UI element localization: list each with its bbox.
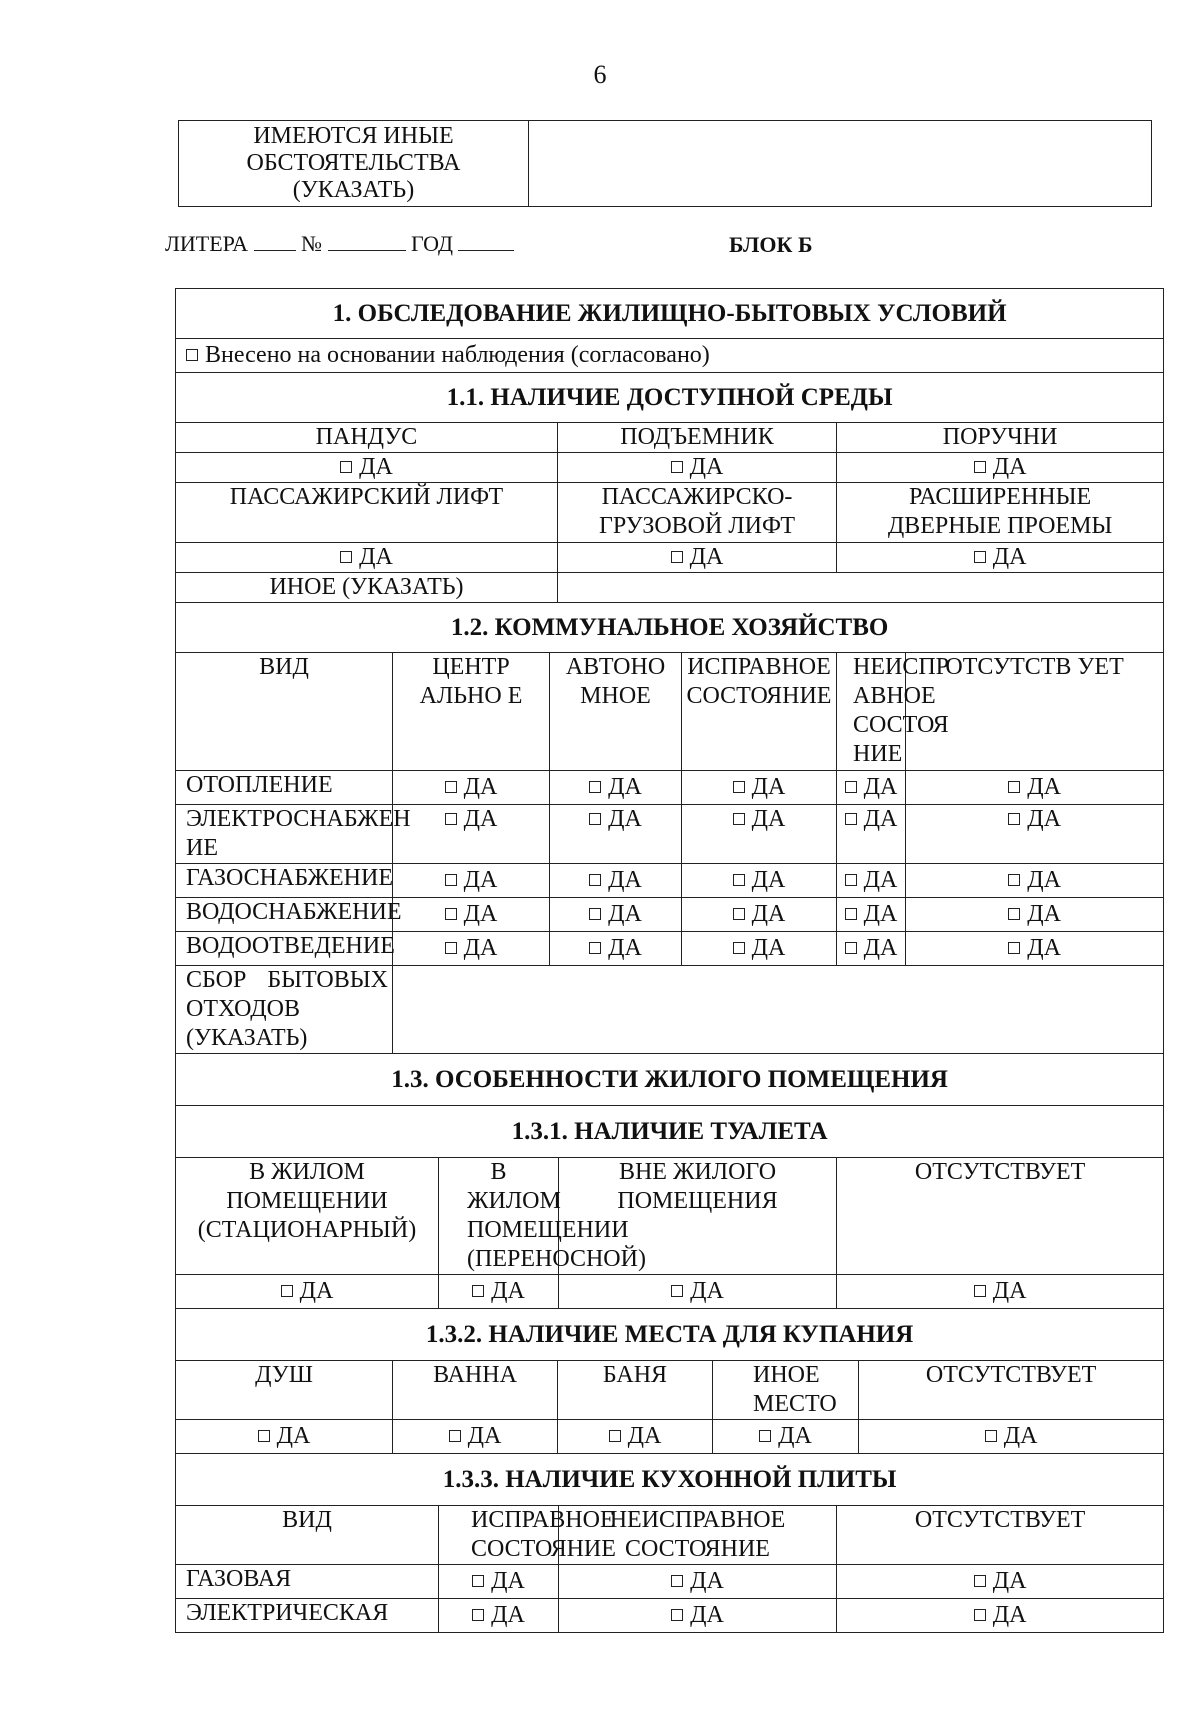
lift-yes-checkbox[interactable]: ДА — [558, 453, 837, 483]
other-accessibility-label: ИНОЕ (УКАЗАТЬ) — [176, 573, 558, 603]
checkbox-icon[interactable] — [733, 813, 745, 825]
lift-header: ПОДЪЕМНИК — [558, 423, 837, 453]
checkbox-icon[interactable] — [1008, 781, 1020, 793]
working-header: ИСПРАВНОЕ СОСТОЯНИЕ — [682, 653, 837, 771]
water-autonomous-checkbox[interactable]: ДА — [550, 898, 682, 932]
absent-header: ОТСУТСТВ УЕТ — [906, 653, 1164, 771]
utility-row-label: ОТОПЛЕНИЕ — [176, 771, 393, 805]
section-1-3-2-title: 1.3.2. НАЛИЧИЕ МЕСТА ДЛЯ КУПАНИЯ — [176, 1309, 1164, 1361]
toilet-stationary-header: В ЖИЛОМ ПОМЕЩЕНИИ (СТАЦИОНАРНЫЙ) — [176, 1158, 439, 1275]
checkbox-icon[interactable] — [845, 908, 857, 920]
other-place-header: ИНОЕ МЕСТО — [713, 1361, 859, 1420]
gas-working-checkbox[interactable]: ДА — [682, 864, 837, 898]
checkbox-icon[interactable] — [974, 551, 986, 563]
electric-stove-working-checkbox[interactable]: ДА — [439, 1599, 559, 1633]
checkbox-icon[interactable] — [445, 781, 457, 793]
gas-stove-broken-checkbox[interactable]: ДА — [559, 1565, 837, 1599]
block-label: БЛОК Б — [729, 232, 813, 257]
observed-checkbox-row[interactable] — [176, 339, 1164, 373]
checkbox-icon[interactable] — [589, 781, 601, 793]
heating-broken-checkbox[interactable]: ДА — [837, 771, 906, 805]
bathing-absent-header: ОТСУТСТВУЕТ — [859, 1361, 1164, 1420]
power-autonomous-checkbox[interactable]: ДА — [550, 805, 682, 864]
checkbox-icon[interactable] — [733, 781, 745, 793]
utility-row-label: ВОДОСНАБЖЕНИЕ — [176, 898, 393, 932]
checkbox-icon[interactable] — [1008, 874, 1020, 886]
section-1-3-3-title: 1.3.3. НАЛИЧИЕ КУХОННОЙ ПЛИТЫ — [176, 1454, 1164, 1506]
wide-doors-yes-checkbox[interactable]: ДА — [837, 543, 1164, 573]
drain-autonomous-checkbox[interactable]: ДА — [550, 932, 682, 966]
other-accessibility-field[interactable] — [558, 573, 1164, 603]
checkbox-icon[interactable] — [974, 461, 986, 473]
bath-checkbox[interactable]: ДА — [393, 1420, 558, 1454]
sauna-checkbox[interactable]: ДА — [558, 1420, 713, 1454]
checkbox-icon[interactable] — [1008, 813, 1020, 825]
checkbox-icon[interactable] — [671, 1575, 683, 1587]
utility-row-label: ЭЛЕКТРОСНАБЖЕН ИЕ — [176, 805, 393, 864]
checkbox-icon[interactable] — [258, 1430, 270, 1442]
drain-working-checkbox[interactable]: ДА — [682, 932, 837, 966]
handrails-header: ПОРУЧНИ — [837, 423, 1164, 453]
handrails-yes-checkbox[interactable]: ДА — [837, 453, 1164, 483]
waste-collection-field[interactable] — [393, 966, 1164, 1054]
litera-line — [165, 230, 514, 257]
year-field[interactable] — [458, 230, 514, 251]
toilet-outside-checkbox[interactable]: ДА — [559, 1275, 837, 1309]
other-place-checkbox[interactable]: ДА — [713, 1420, 859, 1454]
ramp-yes-checkbox[interactable]: ДА — [176, 453, 558, 483]
gas-broken-checkbox[interactable]: ДА — [837, 864, 906, 898]
shower-header: ДУШ — [176, 1361, 393, 1420]
section-1-3-title: 1.3. ОСОБЕННОСТИ ЖИЛОГО ПОМЕЩЕНИЯ — [176, 1054, 1164, 1106]
waste-collection-label: СБОР БЫТОВЫХ ОТХОДОВ (УКАЗАТЬ) — [176, 966, 393, 1054]
autonomous-header: АВТОНО МНОЕ — [550, 653, 682, 771]
checkbox-icon[interactable] — [589, 942, 601, 954]
toilet-absent-checkbox[interactable]: ДА — [837, 1275, 1164, 1309]
sauna-header: БАНЯ — [558, 1361, 713, 1420]
checkbox-icon[interactable] — [974, 1609, 986, 1621]
cargo-lift-yes-checkbox[interactable]: ДА — [558, 543, 837, 573]
toilet-outside-header: ВНЕ ЖИЛОГО ПОМЕЩЕНИЯ — [559, 1158, 837, 1275]
shower-checkbox[interactable]: ДА — [176, 1420, 393, 1454]
bathing-absent-checkbox[interactable]: ДА — [859, 1420, 1164, 1454]
living-conditions-table — [175, 288, 1164, 1633]
broken-header: НЕИСПР АВНОЕ СОСТОЯ НИЕ — [837, 653, 906, 771]
toilet-absent-header: ОТСУТСТВУЕТ — [837, 1158, 1164, 1275]
checkbox-icon[interactable] — [671, 1609, 683, 1621]
litera-field[interactable] — [254, 230, 296, 251]
number-field[interactable] — [328, 230, 406, 251]
water-absent-checkbox[interactable]: ДА — [906, 898, 1164, 932]
gas-stove-absent-checkbox[interactable]: ДА — [837, 1565, 1164, 1599]
checkbox-icon[interactable] — [671, 461, 683, 473]
checkbox-icon[interactable] — [985, 1430, 997, 1442]
checkbox-icon[interactable] — [445, 908, 457, 920]
power-central-checkbox[interactable]: ДА — [393, 805, 550, 864]
checkbox-icon[interactable] — [974, 1285, 986, 1297]
checkbox-icon[interactable] — [445, 942, 457, 954]
heating-central-checkbox[interactable]: ДА — [393, 771, 550, 805]
checkbox-icon[interactable] — [472, 1285, 484, 1297]
gas-stove-working-checkbox[interactable]: ДА — [439, 1565, 559, 1599]
litera-label: ЛИТЕРА — [165, 231, 248, 256]
utility-type-header: ВИД — [176, 653, 393, 771]
cargo-lift-header: ПАССАЖИРСКО-ГРУЗОВОЙ ЛИФТ — [558, 483, 837, 543]
checkbox-icon[interactable] — [845, 874, 857, 886]
checkbox-icon[interactable] — [845, 781, 857, 793]
checkbox-icon[interactable] — [472, 1609, 484, 1621]
checkbox-icon[interactable] — [340, 461, 352, 473]
stove-type-header: ВИД — [176, 1506, 439, 1565]
gas-autonomous-checkbox[interactable]: ДА — [550, 864, 682, 898]
page-number: 6 — [593, 60, 607, 89]
stove-row-label: ЭЛЕКТРИЧЕСКАЯ — [176, 1599, 439, 1633]
checkbox-icon[interactable] — [449, 1430, 461, 1442]
year-label: ГОД — [411, 231, 453, 256]
checkbox-icon[interactable] — [445, 813, 457, 825]
heating-working-checkbox[interactable]: ДА — [682, 771, 837, 805]
checkbox-icon[interactable] — [281, 1285, 293, 1297]
heating-absent-checkbox[interactable]: ДА — [906, 771, 1164, 805]
toilet-portable-checkbox[interactable]: ДА — [439, 1275, 559, 1309]
section-1-3-1-title: 1.3.1. НАЛИЧИЕ ТУАЛЕТА — [176, 1106, 1164, 1158]
checkbox-icon[interactable] — [589, 874, 601, 886]
checkbox-icon[interactable] — [589, 908, 601, 920]
utility-row-label: ВОДООТВЕДЕНИЕ — [176, 932, 393, 966]
water-working-checkbox[interactable]: ДА — [682, 898, 837, 932]
electric-stove-broken-checkbox[interactable]: ДА — [559, 1599, 837, 1633]
stove-row-label: ГАЗОВАЯ — [176, 1565, 439, 1599]
checkbox-icon[interactable] — [759, 1430, 771, 1442]
power-working-checkbox[interactable]: ДА — [682, 805, 837, 864]
checkbox-icon[interactable] — [671, 551, 683, 563]
water-central-checkbox[interactable]: ДА — [393, 898, 550, 932]
section-1-2-title: 1.2. КОММУНАЛЬНОЕ ХОЗЯЙСТВО — [176, 603, 1164, 653]
gas-central-checkbox[interactable]: ДА — [393, 864, 550, 898]
checkbox-icon[interactable] — [589, 813, 601, 825]
drain-central-checkbox[interactable]: ДА — [393, 932, 550, 966]
other-circumstances-table — [178, 120, 1152, 207]
other-circumstances-field[interactable] — [529, 121, 1152, 207]
checkbox-icon[interactable] — [609, 1430, 621, 1442]
checkbox-icon[interactable] — [733, 908, 745, 920]
checkbox-icon[interactable] — [340, 551, 352, 563]
drain-absent-checkbox[interactable]: ДА — [906, 932, 1164, 966]
ramp-header: ПАНДУС — [176, 423, 558, 453]
central-header: ЦЕНТР АЛЬНО Е — [393, 653, 550, 771]
passenger-lift-header: ПАССАЖИРСКИЙ ЛИФТ — [176, 483, 558, 543]
section-1-1-title: 1.1. НАЛИЧИЕ ДОСТУПНОЙ СРЕДЫ — [176, 373, 1164, 423]
other-circumstances-label: ИМЕЮТСЯ ИНЫЕ ОБСТОЯТЕЛЬСТВА (УКАЗАТЬ) — [179, 121, 529, 207]
gas-absent-checkbox[interactable]: ДА — [906, 864, 1164, 898]
toilet-portable-header: В ЖИЛОМ ПОМЕЩЕНИИ (ПЕРЕНОСНОЙ) — [439, 1158, 559, 1275]
drain-broken-checkbox[interactable]: ДА — [837, 932, 906, 966]
checkbox-icon[interactable] — [445, 874, 457, 886]
bath-header: ВАННА — [393, 1361, 558, 1420]
number-label: № — [301, 231, 322, 256]
electric-stove-absent-checkbox[interactable]: ДА — [837, 1599, 1164, 1633]
wide-doors-header: РАСШИРЕННЫЕ ДВЕРНЫЕ ПРОЕМЫ — [837, 483, 1164, 543]
heating-autonomous-checkbox[interactable]: ДА — [550, 771, 682, 805]
stove-working-header: ИСПРАВНОЕ СОСТОЯНИЕ — [439, 1506, 559, 1565]
power-absent-checkbox[interactable]: ДА — [906, 805, 1164, 864]
utility-row-label: ГАЗОСНАБЖЕНИЕ — [176, 864, 393, 898]
checkbox-icon[interactable] — [733, 874, 745, 886]
stove-broken-header: НЕИСПРАВНОЕ СОСТОЯНИЕ — [559, 1506, 837, 1565]
observed-label: Внесено на основании наблюдения (согласовано) — [205, 342, 710, 368]
checkbox-icon[interactable] — [472, 1575, 484, 1587]
power-broken-checkbox[interactable]: ДА — [837, 805, 906, 864]
checkbox-icon[interactable] — [1008, 908, 1020, 920]
toilet-stationary-checkbox[interactable]: ДА — [176, 1275, 439, 1309]
checkbox-icon[interactable] — [845, 942, 857, 954]
water-broken-checkbox[interactable]: ДА — [837, 898, 906, 932]
checkbox-icon[interactable] — [1008, 942, 1020, 954]
stove-absent-header: ОТСУТСТВУЕТ — [837, 1506, 1164, 1565]
checkbox-icon[interactable] — [671, 1285, 683, 1297]
checkbox-icon[interactable] — [974, 1575, 986, 1587]
checkbox-icon[interactable] — [733, 942, 745, 954]
checkbox-icon[interactable] — [845, 813, 857, 825]
checkbox-icon[interactable] — [186, 349, 198, 361]
passenger-lift-yes-checkbox[interactable]: ДА — [176, 543, 558, 573]
section-1-title: 1. ОБСЛЕДОВАНИЕ ЖИЛИЩНО-БЫТОВЫХ УСЛОВИЙ — [176, 289, 1164, 339]
